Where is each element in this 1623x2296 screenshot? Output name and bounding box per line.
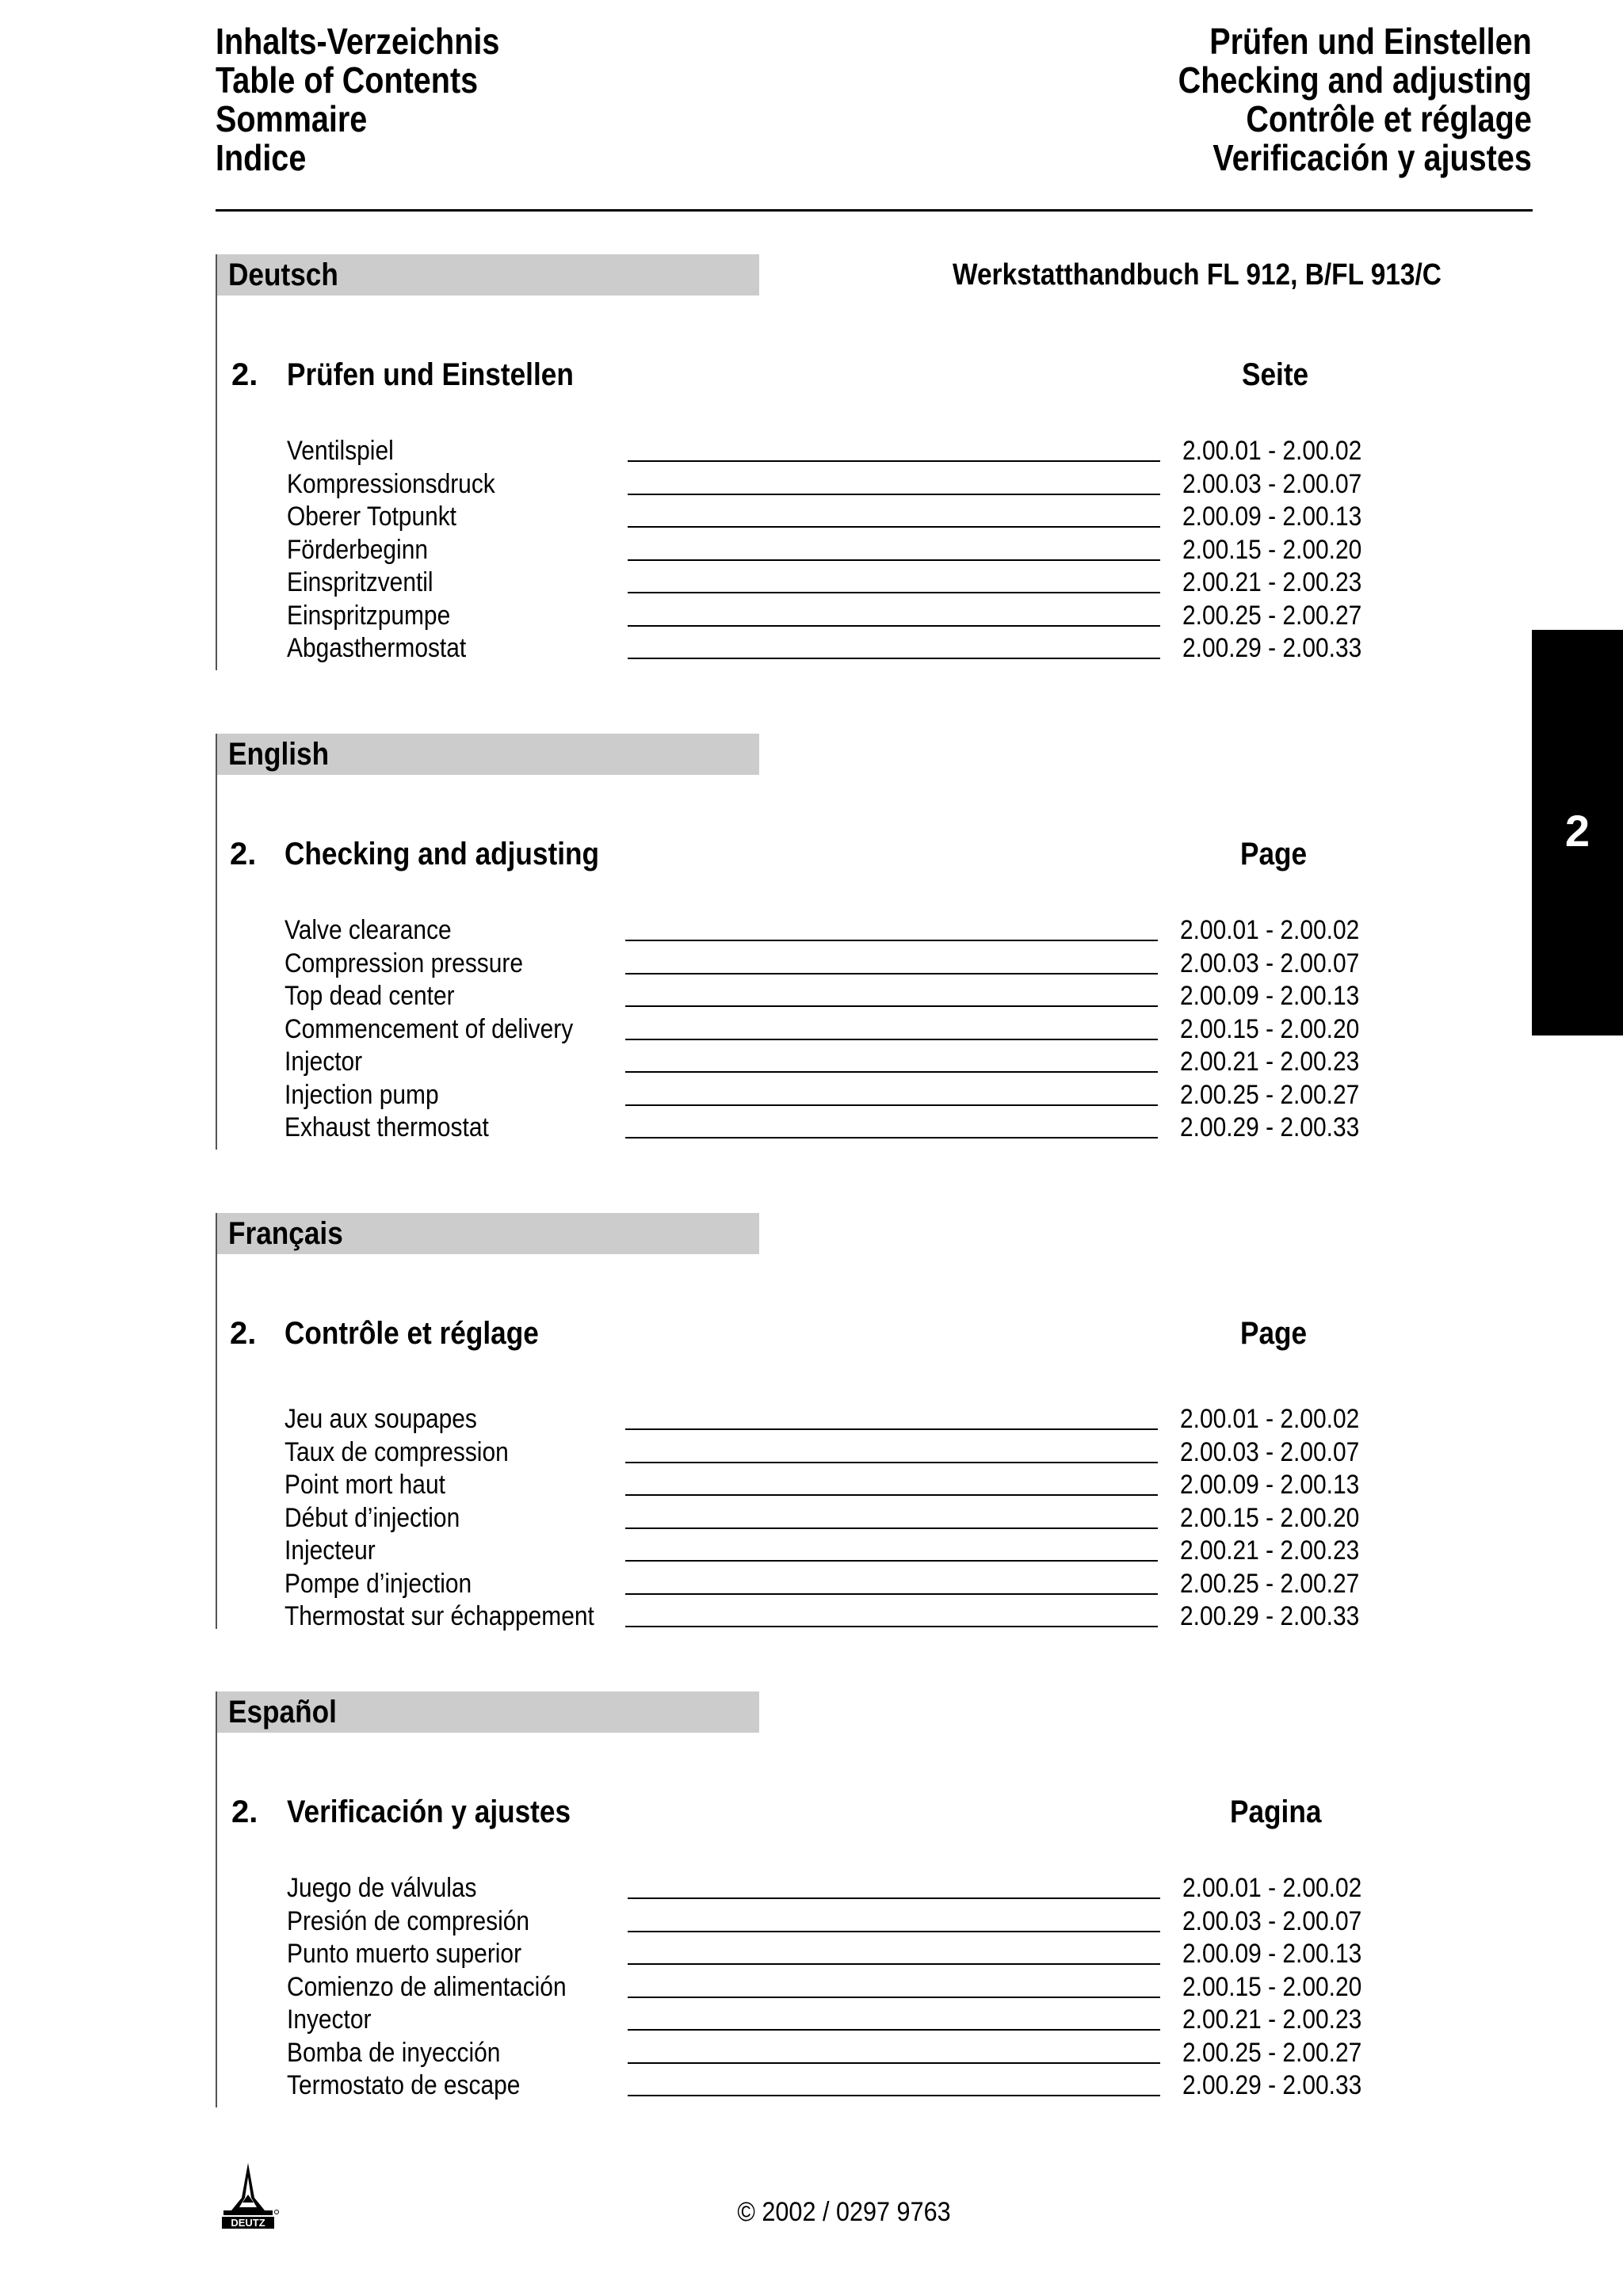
toc-entry-label: Abgasthermostat (287, 633, 467, 663)
toc-entry[interactable] (216, 1469, 1420, 1502)
toc-entry-label: Injector (285, 1047, 363, 1077)
toc-entry[interactable] (216, 1600, 1420, 1634)
toc-entry[interactable] (216, 1013, 1420, 1047)
toc-entry[interactable] (216, 1112, 1420, 1145)
logo-wordmark: DEUTZ (231, 2217, 265, 2229)
toc-entry[interactable] (216, 1938, 1420, 1971)
section-deutsch (216, 254, 1442, 670)
toc-entry-pages: 2.00.03 - 2.00.07 (1182, 1905, 1362, 1936)
chapter-tab[interactable] (1532, 630, 1623, 1035)
chapter-title: Verificación y ajustes (287, 1794, 571, 1829)
toc-entry[interactable] (216, 632, 1420, 666)
toc-entry-label: Juego de válvulas (287, 1873, 477, 1903)
toc-entry-label: Injection pump (285, 1079, 439, 1110)
toc-entry-pages: 2.00.25 - 2.00.27 (1182, 2037, 1362, 2068)
toc-entry-label: Kompressionsdruck (287, 468, 495, 499)
toc-entry[interactable] (216, 501, 1420, 534)
language-label: Deutsch (228, 257, 338, 292)
dot-leader (625, 1039, 1158, 1040)
toc-entry[interactable] (216, 1403, 1420, 1436)
chapter-title: Checking and adjusting (285, 837, 600, 871)
language-label: Español (228, 1695, 337, 1730)
dot-leader (628, 559, 1160, 561)
header-title-en: Table of Contents (216, 59, 479, 101)
dot-leader (625, 1593, 1158, 1595)
toc-entry-label: Presión de compresión (287, 1905, 530, 1936)
language-label: Français (228, 1216, 343, 1251)
toc-entry-label: Valve clearance (285, 915, 452, 945)
toc-entry[interactable] (216, 1079, 1420, 1112)
toc-entry-label: Bomba de inyección (287, 2037, 501, 2068)
toc-entry-pages: 2.00.21 - 2.00.23 (1180, 1047, 1360, 1077)
toc-entry-list (216, 914, 1420, 1145)
dot-leader (628, 2095, 1160, 2096)
toc-entry-pages: 2.00.03 - 2.00.07 (1182, 468, 1362, 499)
dot-leader (628, 1897, 1160, 1899)
dot-leader (628, 1997, 1160, 1998)
toc-entry-pages: 2.00.15 - 2.00.20 (1180, 1502, 1360, 1533)
dot-leader (625, 940, 1158, 941)
toc-entry-label: Jeu aux soupapes (285, 1404, 477, 1434)
chapter-title: Contrôle et réglage (285, 1316, 539, 1351)
dot-leader (628, 658, 1160, 659)
toc-entry-pages: 2.00.29 - 2.00.33 (1182, 633, 1362, 663)
dot-leader (625, 1071, 1158, 1073)
toc-entry-label: Einspritzpumpe (287, 600, 451, 631)
section-espanol (216, 1691, 1420, 2107)
toc-entry[interactable] (216, 1535, 1420, 1568)
chapter-number: 2. (230, 1316, 257, 1351)
dot-leader (628, 2029, 1160, 2031)
toc-entry-list (216, 1872, 1420, 2103)
toc-entry-pages: 2.00.01 - 2.00.02 (1180, 915, 1360, 945)
chapter-title: Prüfen und Einstellen (287, 357, 574, 392)
toc-entry[interactable] (216, 914, 1420, 948)
toc-entry-pages: 2.00.01 - 2.00.02 (1182, 1873, 1362, 1903)
dot-leader (625, 1428, 1158, 1430)
toc-entry-pages: 2.00.25 - 2.00.27 (1180, 1568, 1360, 1599)
footer-copyright: © 2002 / 0297 9763 (737, 2197, 951, 2227)
toc-entry-label: Termostato de escape (287, 2070, 521, 2100)
chapter-number: 2. (231, 1794, 258, 1829)
header-title-es: Indice (216, 137, 307, 178)
language-label: English (228, 737, 330, 772)
toc-entry-pages: 2.00.21 - 2.00.23 (1182, 567, 1362, 597)
toc-entry-label: Exhaust thermostat (285, 1112, 489, 1142)
toc-entry-pages: 2.00.03 - 2.00.07 (1180, 948, 1360, 978)
dot-leader (625, 973, 1158, 974)
toc-entry-label: Pompe d’injection (285, 1568, 472, 1599)
toc-entry-pages: 2.00.29 - 2.00.33 (1180, 1601, 1360, 1631)
chapter-tab-number: 2 (1564, 806, 1591, 856)
header-title-de: Inhalts-Verzeichnis (216, 21, 500, 62)
dot-leader (625, 1626, 1158, 1627)
toc-entry[interactable] (216, 1971, 1420, 2004)
toc-entry-pages: 2.00.15 - 2.00.20 (1182, 1971, 1362, 2002)
header-chapter-en: Checking and adjusting (1178, 59, 1532, 101)
toc-entry-label: Punto muerto superior (287, 1939, 522, 1969)
toc-entry-list (216, 435, 1420, 666)
dot-leader (625, 1137, 1158, 1138)
dot-leader (628, 625, 1160, 627)
toc-entry-label: Förderbeginn (287, 534, 428, 565)
toc-entry-pages: 2.00.15 - 2.00.20 (1182, 534, 1362, 565)
toc-entry-label: Inyector (287, 2004, 372, 2035)
toc-entry[interactable] (216, 1436, 1420, 1470)
toc-entry-label: Einspritzventil (287, 567, 433, 597)
toc-entry-pages: 2.00.21 - 2.00.23 (1180, 1535, 1360, 1566)
dot-leader (625, 1494, 1158, 1496)
toc-entry-pages: 2.00.09 - 2.00.13 (1180, 981, 1360, 1011)
toc-entry-label: Compression pressure (285, 948, 523, 978)
toc-entry[interactable] (216, 1502, 1420, 1535)
toc-entry-pages: 2.00.25 - 2.00.27 (1182, 600, 1362, 631)
dot-leader (628, 1931, 1160, 1932)
toc-entry-label: Commencement of delivery (285, 1013, 574, 1044)
toc-entry-label: Point mort haut (285, 1470, 445, 1500)
toc-entry-label: Début d’injection (285, 1502, 460, 1533)
page-column-heading: Page (1240, 1316, 1308, 1351)
toc-entry[interactable] (216, 1905, 1420, 1939)
page-column-heading: Pagina (1230, 1794, 1322, 1829)
dot-leader (625, 1527, 1158, 1529)
toc-entry-pages: 2.00.01 - 2.00.02 (1182, 436, 1362, 466)
dot-leader (625, 1005, 1158, 1007)
toc-entry-pages: 2.00.03 - 2.00.07 (1180, 1436, 1360, 1467)
toc-entry-pages: 2.00.29 - 2.00.33 (1182, 2070, 1362, 2100)
toc-entry[interactable] (216, 600, 1420, 633)
header-right-titles (1121, 22, 1532, 177)
toc-entry-label: Top dead center (285, 981, 455, 1011)
dot-leader (625, 1462, 1158, 1463)
dot-leader (628, 592, 1160, 593)
toc-entry[interactable] (216, 534, 1420, 567)
toc-entry-pages: 2.00.01 - 2.00.02 (1180, 1404, 1360, 1434)
dot-leader (625, 1560, 1158, 1562)
toc-entry[interactable] (216, 2004, 1420, 2037)
header-chapter-fr: Contrôle et réglage (1246, 98, 1532, 139)
manual-title: Werkstatthandbuch FL 912, B/FL 913/C (953, 258, 1442, 292)
toc-entry-pages: 2.00.15 - 2.00.20 (1180, 1013, 1360, 1044)
dot-leader (628, 2062, 1160, 2064)
header-title-fr: Sommaire (216, 98, 368, 139)
section-english (216, 734, 1420, 1150)
toc-entry-pages: 2.00.09 - 2.00.13 (1180, 1470, 1360, 1500)
toc-entry[interactable] (216, 2069, 1420, 2103)
toc-entry-pages: 2.00.29 - 2.00.33 (1180, 1112, 1360, 1142)
toc-entry-pages: 2.00.21 - 2.00.23 (1182, 2004, 1362, 2035)
toc-entry-label: Ventilspiel (287, 436, 394, 466)
page-column-heading: Page (1240, 837, 1308, 871)
dot-leader (628, 1963, 1160, 1965)
chapter-number: 2. (230, 837, 257, 871)
toc-entry[interactable] (216, 468, 1420, 502)
toc-entry-label: Thermostat sur échappement (285, 1601, 594, 1631)
dot-leader (628, 460, 1160, 462)
toc-entry[interactable] (216, 980, 1420, 1013)
toc-entry[interactable] (216, 566, 1420, 600)
toc-entry-label: Injecteur (285, 1535, 376, 1566)
toc-entry[interactable] (216, 2037, 1420, 2070)
toc-entry-label: Oberer Totpunkt (287, 502, 457, 532)
toc-entry[interactable] (216, 1046, 1420, 1079)
toc-entry-label: Comienzo de alimentación (287, 1971, 567, 2002)
toc-entry-list (216, 1403, 1420, 1634)
chapter-number: 2. (231, 357, 258, 392)
toc-entry-label: Taux de compression (285, 1436, 509, 1467)
toc-entry-pages: 2.00.25 - 2.00.27 (1180, 1079, 1360, 1110)
toc-entry[interactable] (216, 948, 1420, 981)
page-column-heading: Seite (1242, 357, 1309, 392)
toc-entry-pages: 2.00.09 - 2.00.13 (1182, 502, 1362, 532)
dot-leader (628, 494, 1160, 495)
toc-entry[interactable] (216, 1568, 1420, 1601)
dot-leader (628, 526, 1160, 528)
toc-entry[interactable] (216, 1872, 1420, 1905)
header-chapter-es: Verificación y ajustes (1212, 137, 1532, 178)
section-francais (216, 1213, 1420, 1629)
toc-entry[interactable] (216, 435, 1420, 468)
toc-entry-pages: 2.00.09 - 2.00.13 (1182, 1939, 1362, 1969)
dot-leader (625, 1104, 1158, 1106)
header-left-titles (216, 22, 546, 177)
header-chapter-de: Prüfen und Einstellen (1209, 21, 1532, 62)
header-divider (216, 209, 1533, 212)
